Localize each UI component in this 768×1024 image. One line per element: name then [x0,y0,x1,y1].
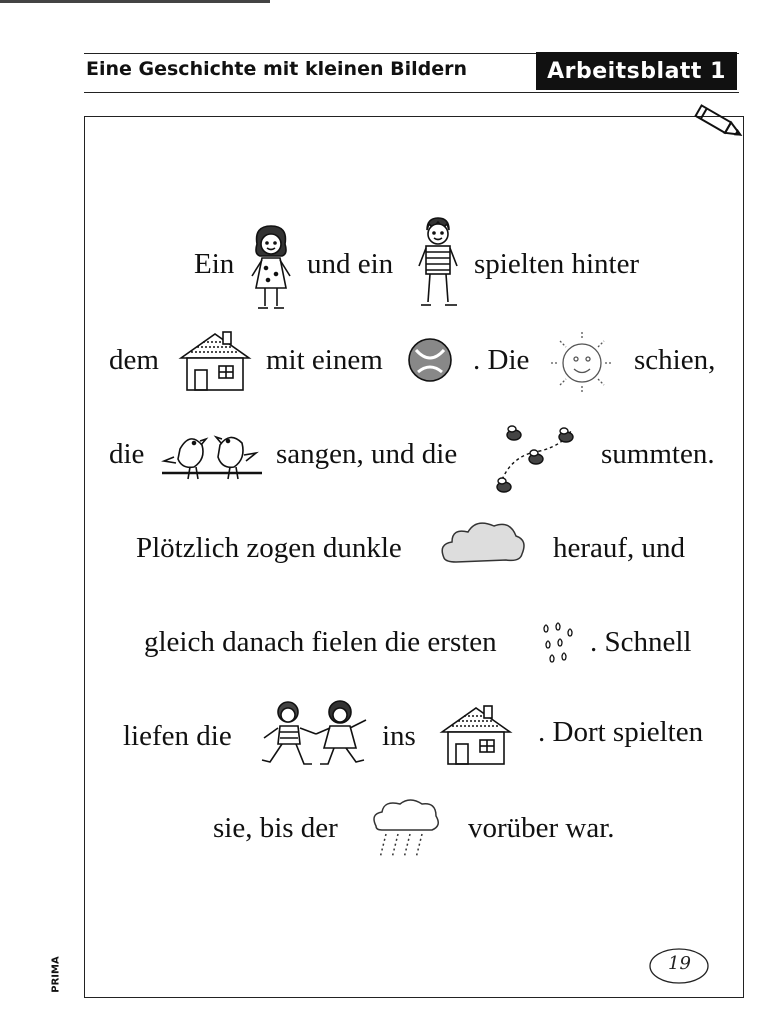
story-line-5-part-b: . Schnell [590,626,692,658]
story-line-3-part-b: sangen, und die [276,438,458,470]
story-line-6-part-b: ins [382,720,416,752]
clouds-picture [436,514,528,570]
ball-picture [404,336,456,384]
header-rule-bottom [84,92,739,93]
publisher-mark: PRIMA [50,955,62,993]
worksheet-badge: Arbeitsblatt 1 [536,52,737,90]
story-line-2-part-b: mit einem [266,344,383,376]
birds-picture [160,423,264,491]
story-line-2-part-d: schien, [634,344,716,376]
rain-cloud-picture [368,796,442,862]
bees-picture [490,415,582,503]
sun-picture [546,328,618,398]
girl-picture [244,222,298,314]
page-number: 19 [668,953,691,974]
scan-edge [0,0,270,3]
page-title: Eine Geschichte mit kleinen Bildern [86,58,467,80]
running-children-picture [258,698,372,770]
story-line-3-part-c: summten. [601,438,715,470]
story-line-1-part-b: und ein [307,248,394,280]
pencil-icon [689,103,747,143]
story-line-5-part-a: gleich danach fielen die ersten [144,626,497,658]
story-line-4-part-b: herauf, und [553,532,686,564]
story-line-1-part-c: spielten hinter [474,248,640,280]
story-line-4-part-a: Plötzlich zogen dunkle [136,532,402,564]
story-line-7-part-a: sie, bis der [213,812,338,844]
house-picture [177,330,253,392]
story-line-2-part-c: . Die [473,344,530,376]
story-line-1-part-a: Ein [194,248,235,280]
story-line-3-part-a: die [109,438,145,470]
story-line-2-part-a: dem [109,344,159,376]
house-picture [438,704,514,766]
story-line-6-part-a: liefen die [123,720,232,752]
raindrops-picture [538,618,584,668]
story-line-6-part-c: . Dort spielten [538,716,704,748]
boy-picture [413,216,463,312]
story-line-7-part-b: vorüber war. [468,812,615,844]
